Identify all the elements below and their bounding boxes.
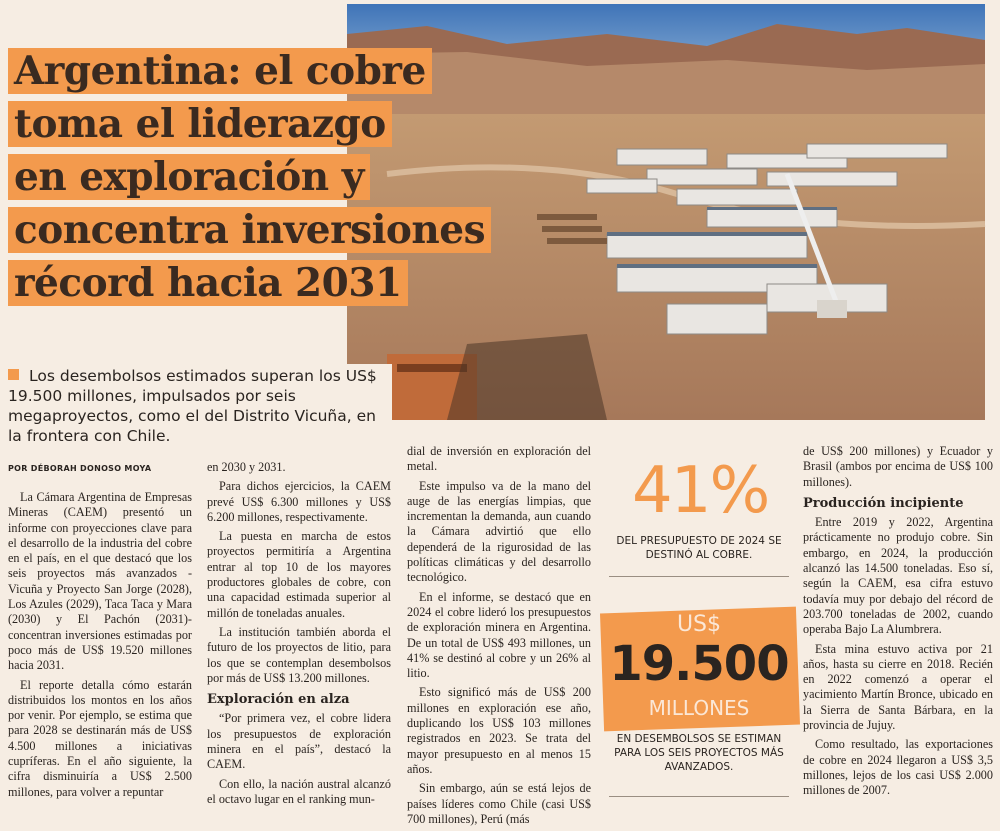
paragraph: Esto significó más de US$ 200 millones en exploración ese año, duplicando los US$ 103 millones registrados en 2023. Se trata del mayor presupuesto en al menos 15 años.: [407, 685, 591, 776]
lede: [8, 364, 392, 450]
paragraph: Sin embargo, aún se está lejos de países líderes como Chile (casi US$ 700 millones), Perú (más: [407, 781, 591, 826]
paragraph: Este impulso va de la mano del auge de las energías limpias, que incrementan la demanda, aun cuando la Cámara advirtió que ello dependerá de la rigurosidad de las políticas climáticas y del desarrollo tecnológico.: [407, 478, 591, 585]
percent-stat: 41%: [632, 454, 769, 528]
paragraph: Esta mina estuvo activa por 21 años, hasta su cierre en 2018. Recién en 2022 comenzó a operar el yacimiento Martín Bronce, ubicado en la Sierra de Santa Bárbara, en la provincia de Jujuy.: [803, 641, 993, 733]
paragraph: Como resultado, las exportaciones de cobre en 2024 llegaron a US$ 3,5 millones, lejos de los casi US$ 2.000 millones de 2007.: [803, 737, 993, 798]
divider: [609, 796, 789, 797]
paragraph: “Por primera vez, el cobre lidera los presupuestos de exploración minera en el país”, destacó la CAEM.: [207, 711, 391, 772]
amount-unit: MILLONES: [648, 696, 750, 720]
paragraph: Para dichos ejercicios, la CAEM prevé US$ 6.300 millones y US$ 6.200 millones, respectivamente.: [207, 479, 391, 524]
currency-label: US$: [676, 612, 722, 637]
paragraph: Con ello, la nación austral alcanzó el octavo lugar en el ranking mun-: [207, 776, 391, 806]
article-column-1: [8, 490, 192, 804]
headline-line-5: récord hacia 2031: [8, 260, 408, 306]
headline-line-3: en exploración y: [8, 154, 370, 200]
paragraph: en 2030 y 2031.: [207, 460, 286, 474]
paragraph: La institución también aborda el futuro de los proyectos de litio, para los que se contemplan desembolsos por más de US$ 13.200 millones.: [207, 624, 391, 685]
amount-stat: 19.500: [609, 636, 789, 692]
headline-line-4: concentra inversiones: [8, 207, 491, 253]
headline-line-2: toma el liderazgo: [8, 101, 392, 147]
square-bullet-icon: [8, 369, 19, 380]
headline-line-1: Argentina: el cobre: [8, 48, 432, 94]
amount-stat-label: EN DESEMBOLSOS SE ESTIMAN PARA LOS SEIS PROYECTOS MÁS AVANZADOS.: [614, 733, 784, 773]
lede-text: Los desembolsos estimados superan los US$ 19.500 millones, impulsados por seis megaproyectos, como el del Distrito Vicuña, en la frontera con Chile.: [8, 367, 377, 445]
subheading: Exploración en alza: [207, 692, 350, 708]
paragraph: La puesta en marcha de estos proyectos permitiría a Argentina entrar al top 10 de los mayores productores globales de cobre, con una capacidad estimada superior al millón de toneladas anuales.: [207, 529, 391, 620]
percent-stat-label: DEL PRESUPUESTO DE 2024 SE DESTINÓ AL COBRE.: [616, 535, 782, 561]
paragraph: En el informe, se destacó que en 2024 el cobre lideró los presupuestos de exploración minera en Argentina. De un total de US$ 493 millones, un 41% se destinó al cobre y un 26% al litio.: [407, 589, 591, 681]
byline: POR DÉBORAH DONOSO MOYA: [8, 464, 152, 473]
subheading: Producción incipiente: [803, 495, 964, 511]
headline: [8, 48, 548, 313]
paragraph: de US$ 200 millones) y Ecuador y Brasil (ambos por encima de US$ 100 millones).: [803, 444, 993, 489]
paragraph: dial de inversión en exploración del metal.: [407, 444, 591, 474]
stats-box: [604, 440, 794, 810]
paragraph: La Cámara Argentina de Empresas Mineras (CAEM) presentó un informe con proyecciones clave para el desarrollo de la industria del cobre en el país, en el que destacó que los seis proyectos más avanzados -Vicuña y Proyecto San Jorge (2028), Los Azules (2029), Taca Taca y Mara (2030) y El Pachón (2031)- concentran inversiones estimadas por poco más de US$ 19.520 millones hacia 2031.: [8, 490, 192, 673]
divider: [609, 576, 789, 577]
paragraph: El reporte detalla cómo estarán distribuidos los montos en los años por venir. Por ejemplo, se estima que para 2028 se destinarán más de US$ 4.500 millones a iniciativas cupríferas. En el año siguiente, la cifra disminuiría a US$ 2.500 millones, para volver a repuntar: [8, 677, 192, 799]
article-column-2: [207, 460, 391, 811]
article-column-3: [407, 444, 591, 831]
paragraph: Entre 2019 y 2022, Argentina prácticamente no produjo cobre. Sin embargo, en 2024, la producción alcanzó las 14.500 toneladas. Eso sí, según la CAEM, esa cifra estuvo todavía muy por debajo del récord de 203.700 toneladas de 2002, cuando operaba Bajo La Alumbrera.: [803, 515, 993, 637]
article-column-4: [803, 444, 993, 803]
